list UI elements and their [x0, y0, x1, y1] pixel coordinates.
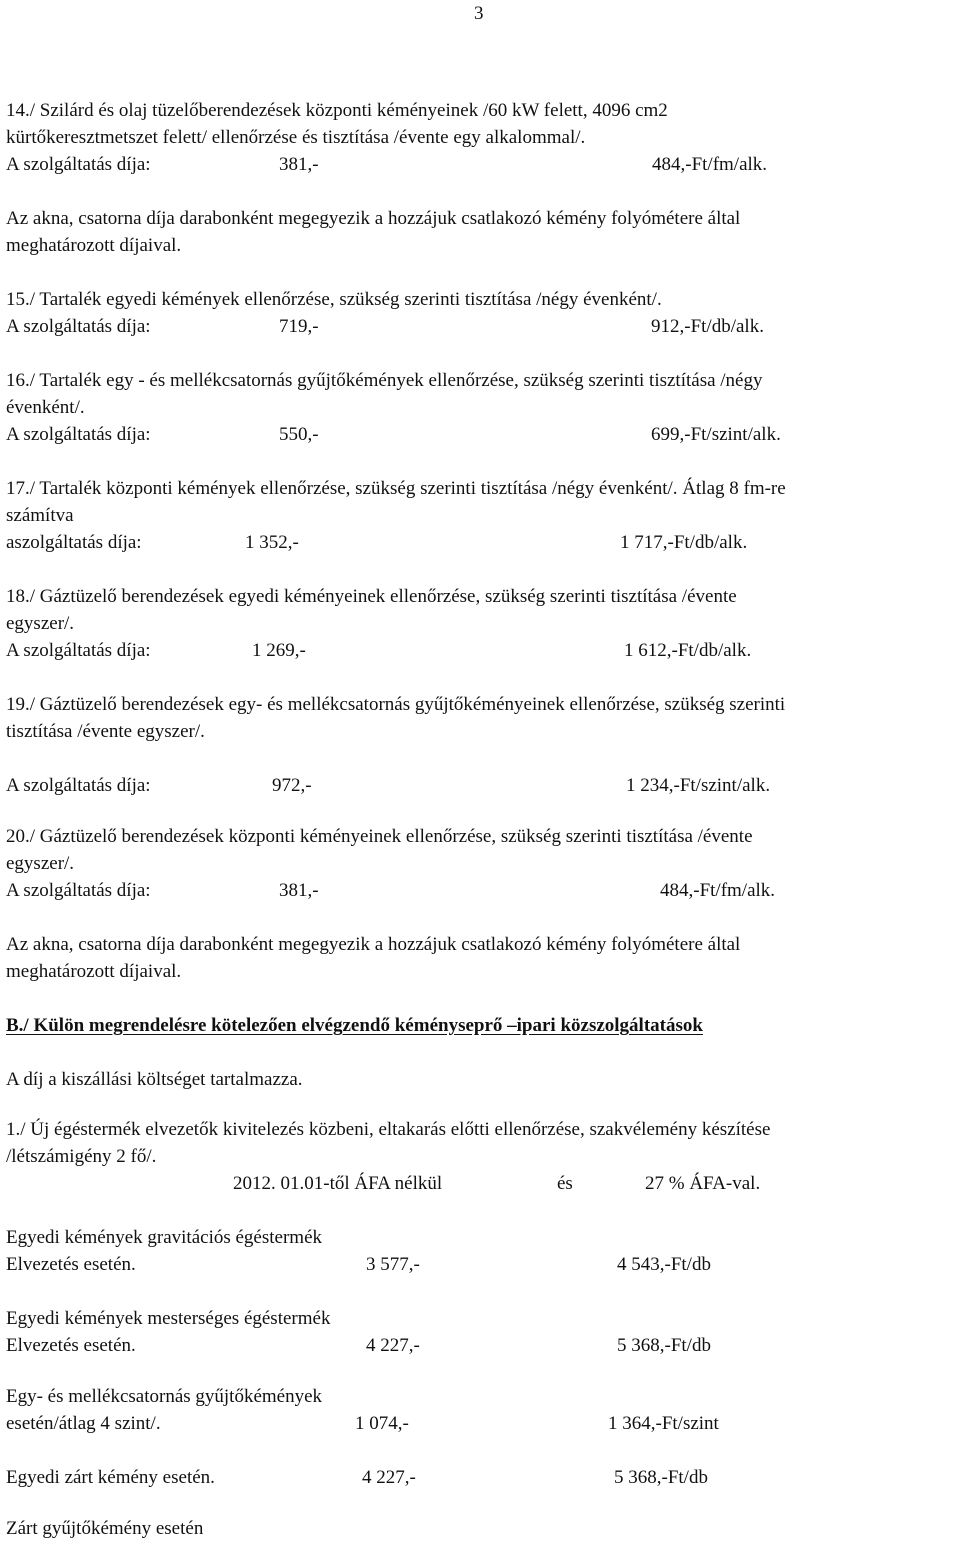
row-1-title: Egyedi kémények gravitációs égéstermék: [6, 1227, 323, 1248]
item-14-line-1: 14./ Szilárd és olaj tüzelőberendezések központi kéményeinek /60 kW felett, 4096 cm2: [6, 100, 668, 121]
item-14-fee-label: A szolgáltatás díja:: [6, 154, 151, 175]
item-14-fee-net: 381,-: [279, 154, 319, 175]
item-19-line-2: tisztítása /évente egyszer/.: [6, 721, 205, 742]
item-15-fee-net: 719,-: [279, 316, 319, 337]
row-2-net: 4 227,-: [366, 1335, 420, 1356]
item-17-line-2: számítva: [6, 505, 74, 526]
item-20-fee-net: 381,-: [279, 880, 319, 901]
b-item-1-line-1: 1./ Új égéstermék elvezetők kivitelezés közbeni, eltakarás előtti ellenőrzése, szakvélemény készítése: [6, 1119, 771, 1140]
item-16-fee-label: A szolgáltatás díja:: [6, 424, 151, 445]
row-4-net: 4 227,-: [362, 1467, 416, 1488]
row-1-gross: 4 543,-Ft/db: [617, 1254, 711, 1275]
page-number: 3: [474, 3, 484, 24]
row-1-net: 3 577,-: [366, 1254, 420, 1275]
row-2-title: Egyedi kémények mesterséges égéstermék: [6, 1308, 331, 1329]
item-19-fee-net: 972,-: [272, 775, 312, 796]
item-20-fee-label: A szolgáltatás díja:: [6, 880, 151, 901]
item-18-line-1: 18./ Gáztüzelő berendezések egyedi kéményeinek ellenőrzése, szükség szerinti tisztítása /évente: [6, 586, 737, 607]
item-15-line-1: 15./ Tartalék egyedi kémények ellenőrzése, szükség szerinti tisztítása /négy évenként/.: [6, 289, 662, 310]
row-1-label: Elvezetés esetén.: [6, 1254, 136, 1275]
item-16-fee-net: 550,-: [279, 424, 319, 445]
row-3-gross: 1 364,-Ft/szint: [608, 1413, 719, 1434]
item-18-line-2: egyszer/.: [6, 613, 75, 634]
item-18-fee-gross: 1 612,-Ft/db/alk.: [624, 640, 752, 661]
item-15-fee-label: A szolgáltatás díja:: [6, 316, 151, 337]
item-16-line-1: 16./ Tartalék egy - és mellékcsatornás gyűjtőkémények ellenőrzése, szükség szerinti tisztítása /négy: [6, 370, 763, 391]
item-15-fee-gross: 912,-Ft/db/alk.: [651, 316, 764, 337]
price-header-vat: 27 % ÁFA-val.: [645, 1173, 761, 1194]
item-14-line-2: kürtőkeresztmetszet felett/ ellenőrzése és tisztítása /évente egy alkalommal/.: [6, 127, 586, 148]
price-header-and: és: [557, 1173, 573, 1194]
item-16-line-2: évenként/.: [6, 397, 85, 418]
price-header-net: 2012. 01.01-től ÁFA nélkül: [233, 1173, 443, 1194]
item-18-fee-net: 1 269,-: [252, 640, 306, 661]
item-20-note-line-1: Az akna, csatorna díja darabonként megegyezik a hozzájuk csatlakozó kémény folyómétere által: [6, 934, 741, 955]
section-b-subnote: A díj a kiszállási költséget tartalmazza.: [6, 1069, 303, 1090]
item-14-note-line-2: meghatározott díjaival.: [6, 235, 182, 256]
item-17-line-1: 17./ Tartalék központi kémények ellenőrzése, szükség szerinti tisztítása /négy évenként/. Átlag 8 fm-re: [6, 478, 786, 499]
row-2-gross: 5 368,-Ft/db: [617, 1335, 711, 1356]
section-b-heading: B./ Külön megrendelésre kötelezően elvégzendő kéményseprő –ipari közszolgáltatások: [6, 1015, 703, 1036]
row-3-title: Egy- és mellékcsatornás gyűjtőkémények: [6, 1386, 323, 1407]
row-5-label: Zárt gyűjtőkémény esetén: [6, 1518, 204, 1539]
item-14-note-line-1: Az akna, csatorna díja darabonként megegyezik a hozzájuk csatlakozó kémény folyómétere által: [6, 208, 741, 229]
item-17-fee-gross: 1 717,-Ft/db/alk.: [620, 532, 748, 553]
row-4-label: Egyedi zárt kémény esetén.: [6, 1467, 215, 1488]
item-20-line-1: 20./ Gáztüzelő berendezések központi kéményeinek ellenőrzése, szükség szerinti tisztítása /évente: [6, 826, 753, 847]
item-20-fee-gross: 484,-Ft/fm/alk.: [660, 880, 776, 901]
item-16-fee-gross: 699,-Ft/szint/alk.: [651, 424, 781, 445]
row-2-label: Elvezetés esetén.: [6, 1335, 136, 1356]
item-19-fee-gross: 1 234,-Ft/szint/alk.: [626, 775, 771, 796]
row-3-net: 1 074,-: [355, 1413, 409, 1434]
item-17-fee-net: 1 352,-: [245, 532, 299, 553]
b-item-1-line-2: /létszámigény 2 fő/.: [6, 1146, 157, 1167]
item-19-line-1: 19./ Gáztüzelő berendezések egy- és mellékcsatornás gyűjtőkéményeinek ellenőrzése, szükség szerinti: [6, 694, 786, 715]
item-14-fee-gross: 484,-Ft/fm/alk.: [652, 154, 768, 175]
row-3-label: esetén/átlag 4 szint/.: [6, 1413, 161, 1434]
item-18-fee-label: A szolgáltatás díja:: [6, 640, 151, 661]
item-19-fee-label: A szolgáltatás díja:: [6, 775, 151, 796]
item-20-note-line-2: meghatározott díjaival.: [6, 961, 182, 982]
item-17-fee-label: aszolgáltatás díja:: [6, 532, 142, 553]
item-20-line-2: egyszer/.: [6, 853, 75, 874]
row-4-gross: 5 368,-Ft/db: [614, 1467, 708, 1488]
